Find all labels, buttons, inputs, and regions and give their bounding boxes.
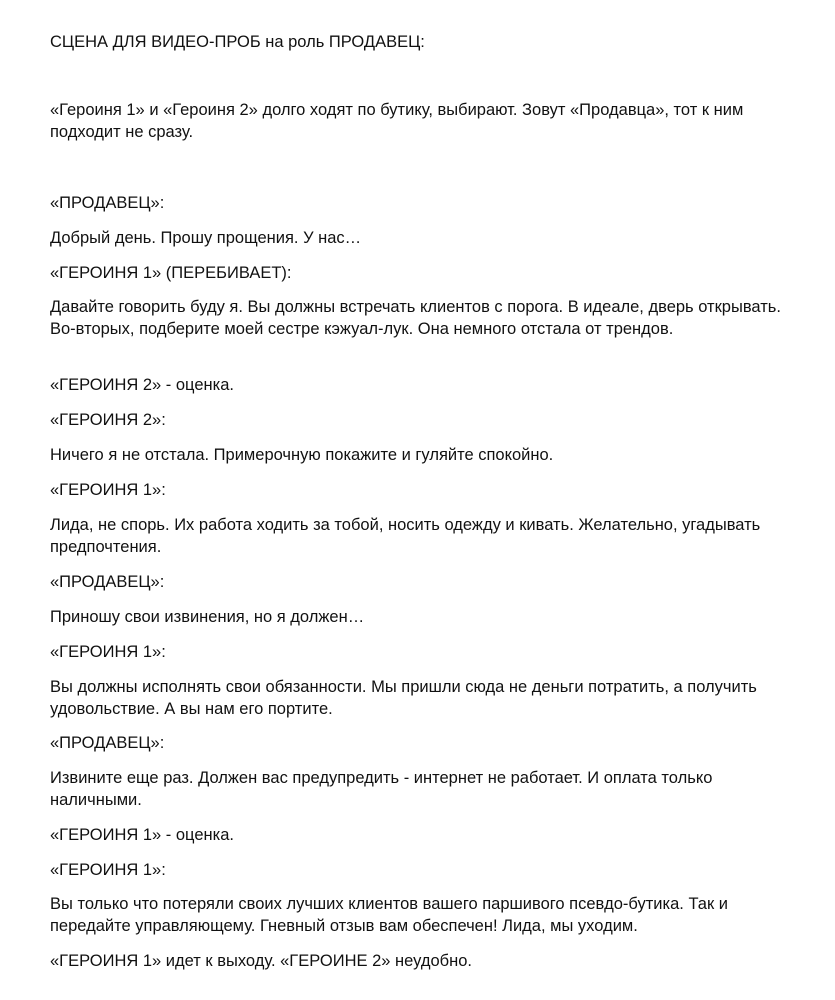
stage-direction: «ГЕРОИНЯ 2» - оценка. [50, 376, 234, 394]
stage-direction: «ГЕРОИНЯ 1» - оценка. [50, 826, 234, 844]
dialogue-line: Вы только что потеряли своих лучших клиентов вашего паршивого псевдо-бутика. Так и передайте управляющему. Гневный отзыв вам обеспечен! Лида, мы уходим. [50, 895, 728, 935]
dialogue-line: Извините еще раз. Должен вас предупредить - интернет не работает. И оплата только наличными. [50, 769, 713, 809]
speaker-label: «ГЕРОИНЯ 1»: [50, 481, 166, 499]
dialogue-line: Давайте говорить буду я. Вы должны встречать клиентов с порога. В идеале, дверь открывать. Во-вторых, подберите моей сестре кэжуал-лук. Она немного отстала от трендов. [50, 298, 781, 338]
dialogue-line: Лида, не спорь. Их работа ходить за тобой, носить одежду и кивать. Желательно, угадывать предпочтения. [50, 516, 761, 556]
scene-title: СЦЕНА ДЛЯ ВИДЕО-ПРОБ на роль ПРОДАВЕЦ: [50, 33, 425, 51]
speaker-label: «ГЕРОИНЯ 1» (ПЕРЕБИВАЕТ): [50, 264, 292, 282]
stage-direction: «Героиня 1» и «Героиня 2» долго ходят по бутику, выбирают. Зовут «Продавца», тот к ним подходит не сразу. [50, 101, 744, 141]
dialogue-line: Ничего я не отстала. Примерочную покажите и гуляйте спокойно. [50, 446, 554, 464]
speaker-label: «ПРОДАВЕЦ»: [50, 734, 165, 752]
stage-direction: «ГЕРОИНЯ 1» идет к выходу. «ГЕРОИНЕ 2» неудобно. [50, 952, 472, 970]
dialogue-line: Приношу свои извинения, но я должен… [50, 608, 365, 626]
dialogue-line: Добрый день. Прошу прощения. У нас… [50, 229, 362, 247]
dialogue-line: Вы должны исполнять свои обязанности. Мы пришли сюда не деньги потратить, а получить удовольствие. А вы нам его портите. [50, 678, 757, 718]
speaker-label: «ПРОДАВЕЦ»: [50, 573, 165, 591]
speaker-label: «ПРОДАВЕЦ»: [50, 194, 165, 212]
speaker-label: «ГЕРОИНЯ 1»: [50, 643, 166, 661]
speaker-label: «ГЕРОИНЯ 1»: [50, 861, 166, 879]
speaker-label: «ГЕРОИНЯ 2»: [50, 411, 166, 429]
